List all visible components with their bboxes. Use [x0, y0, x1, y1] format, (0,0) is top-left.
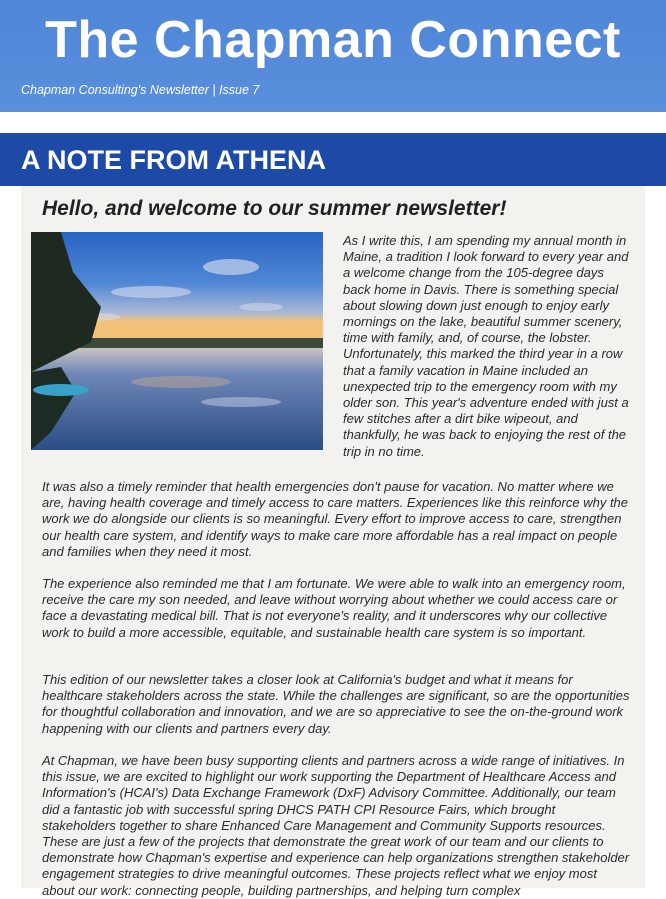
newsletter-title: The Chapman Connect [45, 11, 621, 69]
newsletter-subtitle: Chapman Consulting's Newsletter | Issue 7 [21, 83, 260, 97]
section-title: A NOTE FROM ATHENA [21, 145, 326, 175]
lead-paragraph: As I write this, I am spending my annual month in Maine, a tradition I look forward to every year and a welcome change from the 105-degree days back home in Davis. There is something special about slowing down just enough to enjoy early mornings on the lake, beautiful summer scenery, time with family, and, of course, the lobster. Unfortunately, this marked the third year in a row that a family vacation in Maine included an unexpected trip to the emergency room with my older son. This year's adventure ended with just a few stitches after a dirt bike wipeout, and thankfully, he was back to enjoying the rest of the trip in no time. [343, 233, 629, 459]
body-paragraph-4: At Chapman, we have been busy supporting clients and partners across a wide range of initiatives. In this issue, we are excited to highlight our work supporting the Department of Healthcare Access and Information's (HCAI's) Data Exchange Framework (DxF) Advisory Committee. Additionally, our team did a fantastic job with successful spring DHCS PATH CPI Resource Fairs, which brought stakeholders together to share Enhanced Care Management and Community Supports resources. These are just a few of the projects that demonstrate the great work of our team and our clients to demonstrate how Chapman's expertise and experience can help organizations strengthen stakeholder engagement strategies to drive meaningful outcomes. These projects reflect what we enjoy most about our work: connecting people, building partnerships, and helping turn complex [42, 753, 630, 898]
body-paragraph-2: The experience also reminded me that I am fortunate. We were able to walk into an emergency room, receive the care my son needed, and leave without worrying about whether we could access care or face a devastating medical bill. That is not everyone's reality, and it underscores why our collective work to build a more accessible, equitable, and sustainable health care system is so important. [42, 576, 626, 640]
body-paragraph-3: This edition of our newsletter takes a closer look at California's budget and what it means for healthcare stakeholders across the state. While the challenges are significant, so are the opportunities for thoughtful collaboration and innovation, and we are so appreciative to see the on-the-ground work happening with our clients and partners every day. [42, 672, 630, 736]
body-paragraph-1: It was also a timely reminder that health emergencies don't pause for vacation. No matter where we are, having health coverage and timely access to care matters. Experiences like this reinforce why the work we do alongside our clients is so meaningful. Every effort to improve access to care, strengthen our health care system, and identify ways to make care more affordable has a real impact on people and families when they need it most. [42, 479, 629, 559]
lake-sunset-photo [31, 232, 323, 450]
article-headline: Hello, and welcome to our summer newsletter! [42, 197, 507, 220]
